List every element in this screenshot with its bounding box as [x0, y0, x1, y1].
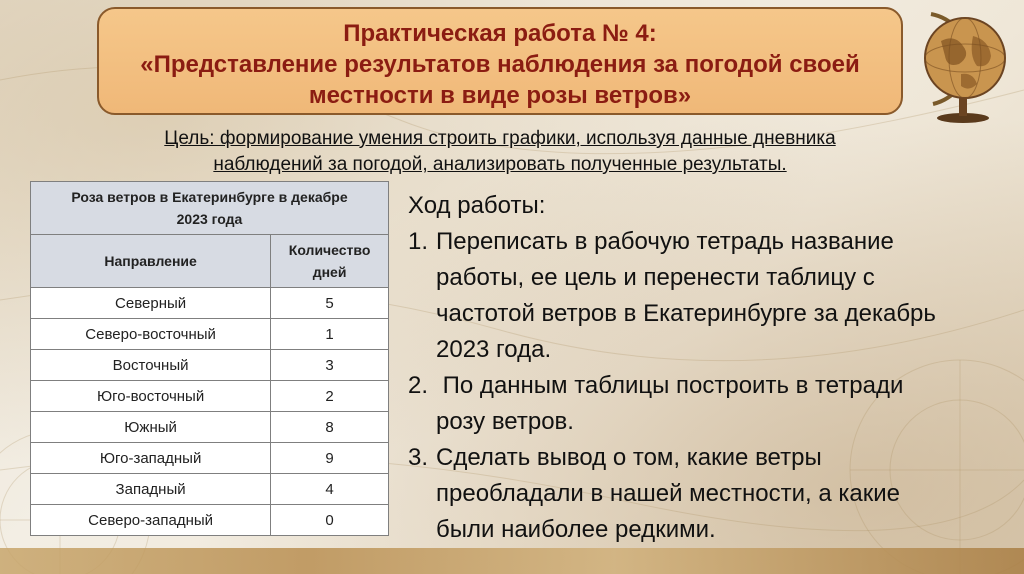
globe-icon [911, 6, 1016, 124]
step-number: 3. [408, 444, 429, 471]
step-number: 1. [408, 228, 429, 255]
cell-direction: Восточный [31, 350, 271, 381]
table-row [31, 505, 389, 536]
cell-days: 0 [271, 505, 389, 536]
table-caption-line-1: Роза ветров в Екатеринбурге в декабре [71, 189, 348, 205]
table-row [31, 381, 389, 412]
goal-text [40, 126, 960, 178]
header-days-count-line-1: Количество [288, 242, 371, 258]
step-line: были наиболее редкими. [436, 516, 716, 543]
cell-days: 2 [271, 381, 389, 412]
table-caption-line-2: 2023 года [176, 211, 243, 227]
procedure-step [408, 368, 1008, 440]
cell-direction: Северный [31, 288, 271, 319]
cell-direction: Юго-западный [31, 443, 271, 474]
procedure-steps [408, 224, 1008, 548]
cell-days: 4 [271, 474, 389, 505]
bottom-decor-strip [0, 548, 1024, 574]
goal-line-2: наблюдений за погодой, анализировать полученные результаты. [213, 154, 787, 175]
table-row [31, 474, 389, 505]
step-line: Переписать в рабочую тетрадь название [436, 228, 894, 255]
procedure-step [408, 440, 1008, 548]
step-line: работы, ее цель и перенести таблицу с [436, 264, 875, 291]
step-line: По данным таблицы построить в тетради [436, 372, 904, 399]
table-caption-row [31, 182, 389, 235]
table-caption [31, 182, 389, 235]
step-line: Сделать вывод о том, какие ветры [436, 444, 822, 471]
goal-line-1: Цель: формирование умения строить графики, используя данные дневника [164, 128, 836, 149]
header-direction: Направление [31, 235, 271, 288]
header-days-count [271, 235, 389, 288]
table-header-row [31, 235, 389, 288]
cell-days: 8 [271, 412, 389, 443]
header-days-count-line-2: дней [312, 264, 347, 280]
cell-days: 9 [271, 443, 389, 474]
step-number: 2. [408, 372, 429, 399]
cell-direction: Юго-восточный [31, 381, 271, 412]
slide-title-line-2: «Представление результатов наблюдения за погодой своей [140, 51, 860, 78]
cell-direction: Северо-западный [31, 505, 271, 536]
table-row [31, 412, 389, 443]
cell-days: 3 [271, 350, 389, 381]
table-row [31, 443, 389, 474]
table-row [31, 288, 389, 319]
wind-rose-table [30, 181, 389, 536]
cell-direction: Северо-восточный [31, 319, 271, 350]
table-row [31, 319, 389, 350]
slide-title-line-3: местности в виде розы ветров» [308, 82, 692, 109]
cell-days: 1 [271, 319, 389, 350]
step-line: 2023 года. [436, 336, 552, 363]
procedure-block [408, 188, 1008, 548]
step-line: преобладали в нашей местности, а какие [436, 480, 901, 507]
procedure-step [408, 224, 1008, 368]
slide-title-box [97, 7, 903, 115]
slide-title-line-1: Практическая работа № 4: [343, 20, 657, 47]
step-line: розу ветров. [436, 408, 574, 435]
table-row [31, 350, 389, 381]
procedure-heading: Ход работы: [408, 192, 546, 219]
cell-direction: Южный [31, 412, 271, 443]
step-line: частотой ветров в Екатеринбурге за декабрь [436, 300, 936, 327]
cell-direction: Западный [31, 474, 271, 505]
cell-days: 5 [271, 288, 389, 319]
